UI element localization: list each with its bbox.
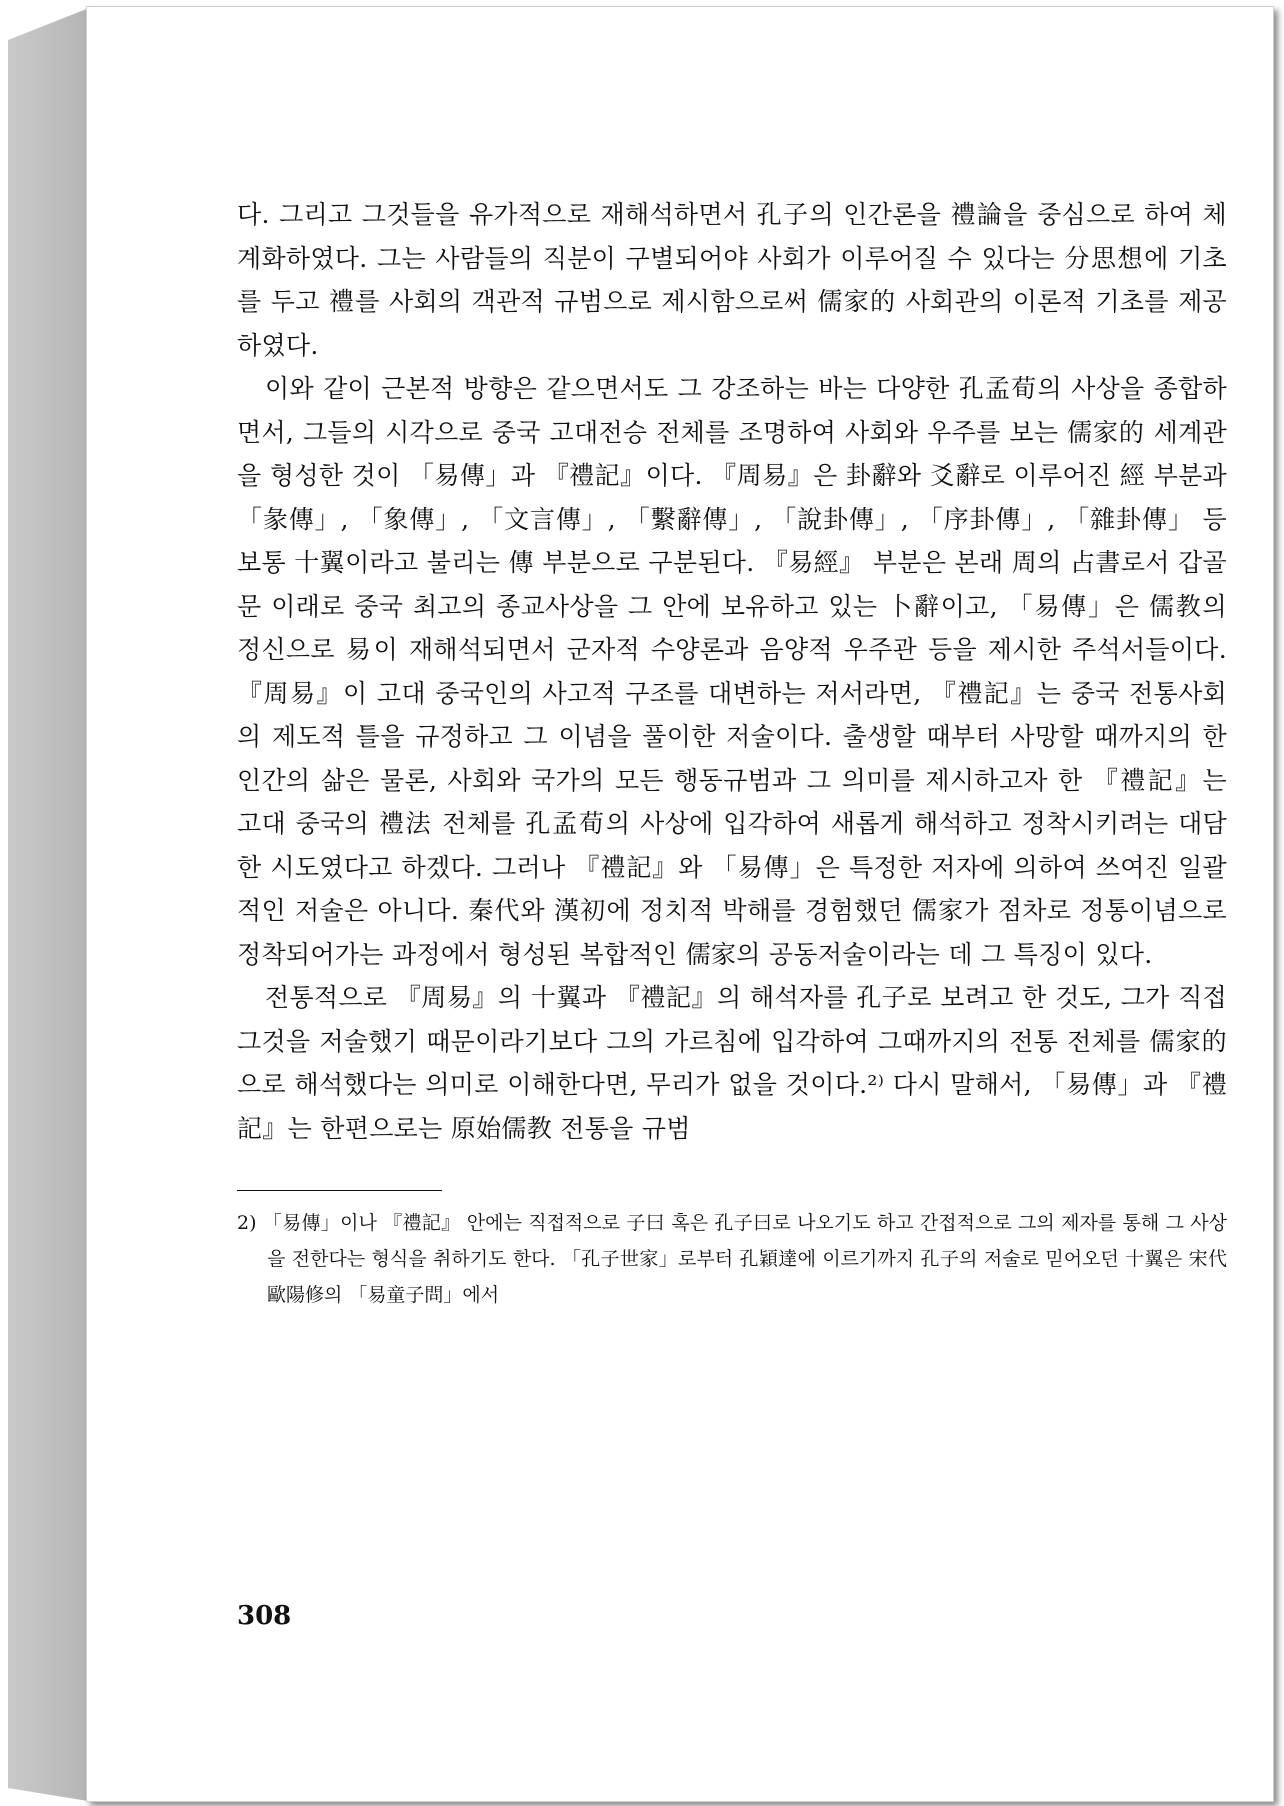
body-text <box>237 193 1227 1150</box>
paragraph-1: 다. 그리고 그것들을 유가적으로 재해석하면서 孔子의 인간론을 禮論을 중심으로 하여 체계화하였다. 그는 사람들의 직분이 구별되어야 사회가 이루어질 수 있다는 分思想에 기초를 두고 禮를 사회의 객관적 규범으로 제시함으로써 儒家的 사회관의 이론적 기초를 제공하였다. <box>237 200 1227 360</box>
page-number: 308 <box>237 1601 292 1631</box>
book-page <box>86 6 1274 1802</box>
footnote-2: 2) 「易傳」이나 『禮記』 안에는 직접적으로 子曰 혹은 孔子曰로 나오기도 하고 간접적으로 그의 제자를 통해 그 사상을 전한다는 형식을 취하기도 한다. 「孔子世家」로부터 孔穎達에 이르기까지 孔子의 저술로 믿어오던 十翼은 宋代 歐陽修의 「易童子問」에서 <box>237 1212 1227 1306</box>
page-content <box>237 193 1227 1631</box>
book-spine <box>8 6 94 1802</box>
footnote-divider <box>237 1190 442 1191</box>
paragraph-2: 이와 같이 근본적 방향은 같으면서도 그 강조하는 바는 다양한 孔孟荀의 사상을 종합하면서, 그들의 시각으로 중국 고대전승 전체를 조명하여 사회와 우주를 보는 儒家的 세계관을 형성한 것이 「易傳」과 『禮記』이다. 『周易』은 卦辭와 爻辭로 이루어진 經 부분과 「彖傳」, 「象傳」, 「文言傳」, 「繫辭傳」, 「說卦傳」, 「序卦傳」, 「雜卦傳」 등 보통 十翼이라고 불리는 傳 부분으로 구분된다. 『易經』 부분은 본래 周의 占書로서 갑골문 이래로 중국 최고의 종교사상을 그 안에 보유하고 있는 卜辭이고, 「易傳」은 儒教의 정신으로 易이 재해석되면서 군자적 수양론과 음양적 우주관 등을 제시한 주석서들이다. 『周易』이 고대 중국인의 사고적 구조를 대변하는 저서라면, 『禮記』는 중국 전통사회의 제도적 틀을 규정하고 그 이념을 풀이한 저술이다. 출생할 때부터 사망할 때까지의 한 인간의 삶은 물론, 사회와 국가의 모든 행동규범과 그 의미를 제시하고자 한 『禮記』는 고대 중국의 禮法 전체를 孔孟荀의 사상에 입각하여 새롭게 해석하고 정착시키려는 대담한 시도였다고 하겠다. 그러나 『禮記』와 「易傳」은 특정한 저자에 의하여 쓰여진 일괄적인 저술은 아니다. 秦代와 漢初에 정치적 박해를 경험했던 儒家가 점차로 정통이념으로 정착되어가는 과정에서 형성된 복합적인 儒家의 공동저술이라는 데 그 특징이 있다. <box>237 374 1227 969</box>
paragraph-3: 전통적으로 『周易』의 十翼과 『禮記』의 해석자를 孔子로 보려고 한 것도, 그가 직접 그것을 저술했기 때문이라기보다 그의 가르침에 입각하여 그때까지의 전통 전체를 儒家的으로 해석했다는 의미로 이해한다면, 무리가 없을 것이다.²⁾ 다시 말해서, 「易傳」과 『禮記』는 한편으로는 原始儒教 전통을 규범 <box>237 983 1227 1143</box>
